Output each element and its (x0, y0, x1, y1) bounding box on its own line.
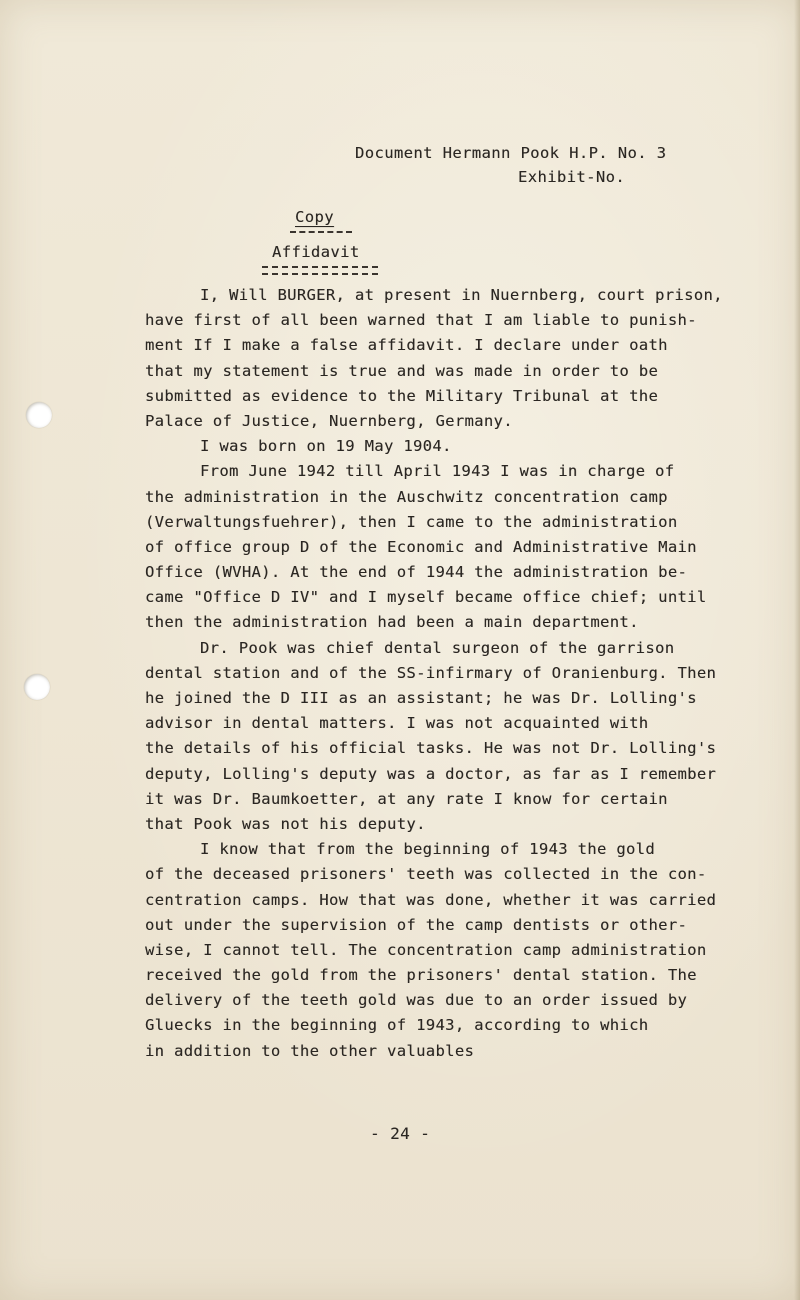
body-line: I, Will BURGER, at present in Nuernberg, court prison, (200, 286, 723, 304)
document-reference: Document Hermann Pook H.P. No. 3 (355, 144, 667, 162)
body-line: have first of all been warned that I am liable to punish- (145, 311, 697, 330)
body-line: dental station and of the SS-infirmary of Oranienburg. Then (145, 663, 717, 682)
copy-heading: Copy (295, 208, 334, 226)
body-line: advisor in dental matters. I was not acquainted with (145, 714, 649, 733)
affidavit-body (145, 283, 775, 1064)
affidavit-double-underline (262, 266, 378, 275)
body-line: wise, I cannot tell. The concentration camp administration (145, 940, 707, 959)
body-line: I know that from the beginning of 1943 the gold (200, 840, 656, 859)
body-line: the details of his official tasks. He was not Dr. Lolling's (145, 739, 717, 758)
body-line: it was Dr. Baumkoetter, at any rate I know for certain (145, 789, 668, 808)
body-line: ment If I make a false affidavit. I declare under oath (145, 336, 668, 355)
body-line: that my statement is true and was made in order to be (145, 361, 659, 380)
body-line: out under the supervision of the camp dentists or other- (145, 915, 688, 934)
body-line: the administration in the Auschwitz concentration camp (145, 487, 668, 506)
body-line: I was born on 19 May 1904. (200, 437, 452, 456)
body-line: delivery of the teeth gold was due to an order issued by (145, 991, 688, 1010)
body-line: From June 1942 till April 1943 I was in charge of (200, 462, 675, 481)
page-number: - 24 - (370, 1124, 431, 1143)
punch-hole (26, 402, 52, 428)
body-line: centration camps. How that was done, whether it was carried (145, 890, 717, 909)
body-line: Office (WVHA). At the end of 1944 the administration be- (145, 563, 688, 582)
body-line: of the deceased prisoners' teeth was collected in the con- (145, 865, 707, 884)
body-line: deputy, Lolling's deputy was a doctor, as far as I remember (145, 764, 717, 783)
body-line: of office group D of the Economic and Administrative Main (145, 537, 697, 556)
body-line: in addition to the other valuables (145, 1041, 475, 1060)
body-line: (Verwaltungsfuehrer), then I came to the administration (145, 512, 678, 531)
body-line: then the administration had been a main department. (145, 613, 639, 632)
body-line: Gluecks in the beginning of 1943, according to which (145, 1016, 649, 1035)
page-edge-shadow (794, 0, 800, 1300)
body-line: came "Office D IV" and I myself became office chief; until (145, 588, 707, 607)
punch-hole (24, 674, 50, 700)
copy-underline (290, 231, 352, 233)
body-line: he joined the D III as an assistant; he was Dr. Lolling's (145, 689, 697, 707)
body-line: that Pook was not his deputy. (145, 814, 426, 833)
affidavit-heading: Affidavit (272, 243, 360, 261)
body-line: Palace of Justice, Nuernberg, Germany. (145, 411, 513, 430)
body-line: submitted as evidence to the Military Tribunal at the (145, 386, 659, 405)
body-line: Dr. Pook was chief dental surgeon of the garrison (200, 638, 675, 657)
body-line: received the gold from the prisoners' dental station. The (145, 966, 697, 985)
exhibit-number: Exhibit-No. (518, 168, 626, 186)
